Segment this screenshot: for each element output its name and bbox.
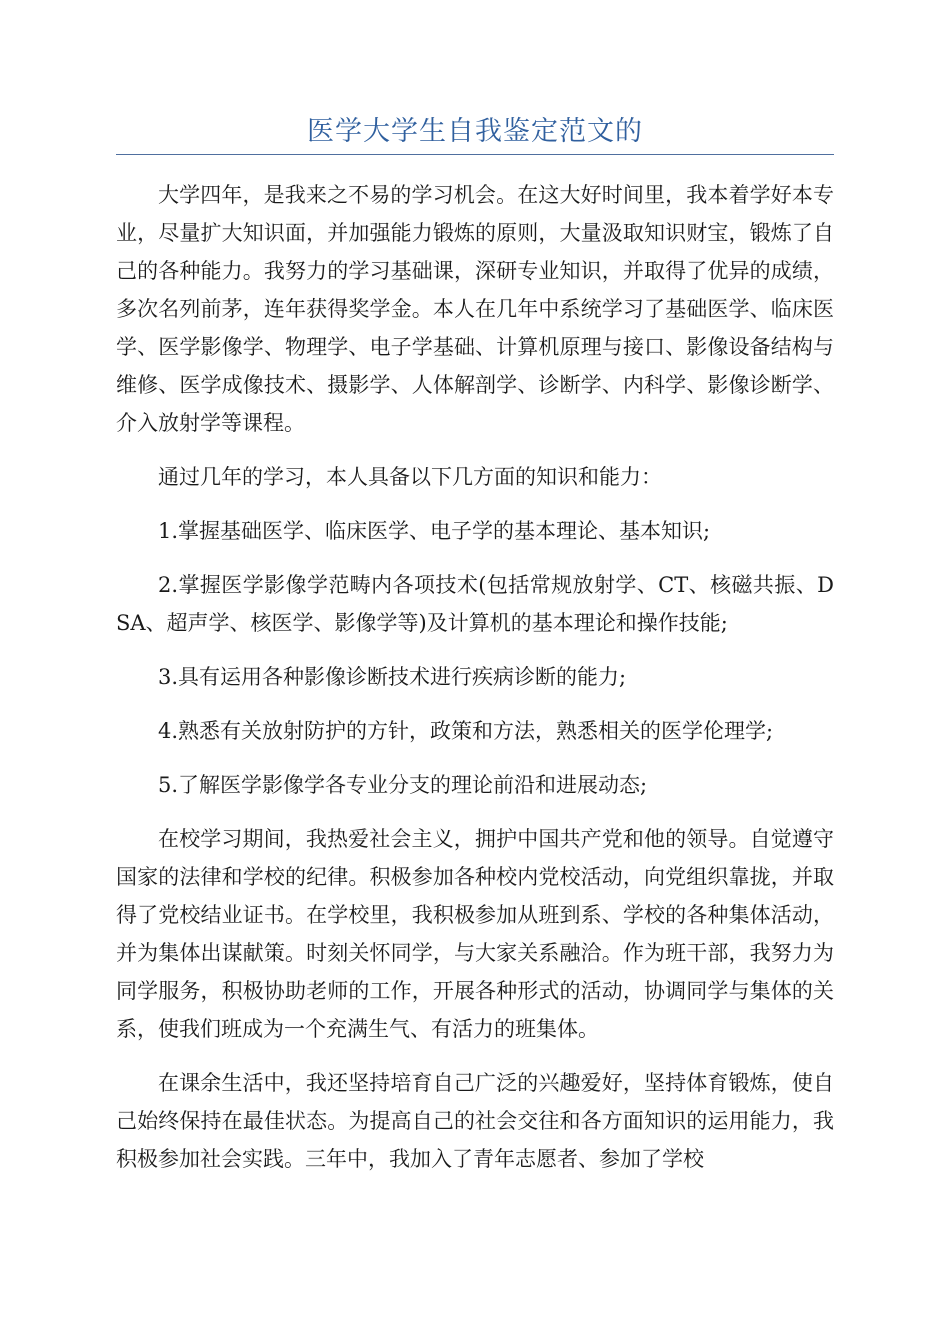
document-title: 医学大学生自我鉴定范文的 — [307, 116, 643, 147]
document-body — [116, 176, 834, 1178]
list-item: 5.了解医学影像学各专业分支的理论前沿和进展动态; — [158, 773, 648, 797]
list-item: 3.具有运用各种影像诊断技术进行疾病诊断的能力; — [158, 665, 627, 689]
paragraph-intro: 大学四年，是我来之不易的学习机会。在这大好时间里，我本着学好本专业，尽量扩大知识面，并加强能力锻炼的原则，大量汲取知识财宝，锻炼了自己的各种能力。我努力的学习基础课，深研专业知识，并取得了优异的成绩，多次名列前茅，连年获得奖学金。本人在几年中系统学习了基础医学、临床医学、医学影像学、物理学、电子学基础、计算机原理与接口、影像设备结构与维修、医学成像技术、摄影学、人体解剖学、诊断学、内科学、影像诊断学、介入放射学等课程。 — [116, 183, 834, 435]
list-item: 2.掌握医学影像学范畴内各项技术(包括常规放射学、CT、核磁共振、DSA、超声学、核医学、影像学等)及计算机的基本理论和操作技能; — [116, 573, 834, 635]
list-item: 1.掌握基础医学、临床医学、电子学的基本理论、基本知识; — [158, 519, 711, 543]
paragraph-abilities-lead: 通过几年的学习，本人具备以下几方面的知识和能力： — [158, 465, 662, 489]
paragraph-campus-life: 在校学习期间，我热爱社会主义，拥护中国共产党和他的领导。自觉遵守国家的法律和学校的纪律。积极参加各种校内党校活动，向党组织靠拢，并取得了党校结业证书。在学校里，我积极参加从班到系、学校的各种集体活动，并为集体出谋献策。时刻关怀同学，与大家关系融洽。作为班干部，我努力为同学服务，积极协助老师的工作，开展各种形式的活动，协调同学与集体的关系，使我们班成为一个充满生气、有活力的班集体。 — [116, 827, 834, 1041]
title-underline — [116, 154, 834, 155]
paragraph-extracurricular: 在课余生活中，我还坚持培育自己广泛的兴趣爱好，坚持体育锻炼，使自己始终保持在最佳状态。为提高自己的社会交往和各方面知识的运用能力，我积极参加社会实践。三年中，我加入了青年志愿者、参加了学校 — [116, 1071, 834, 1171]
list-item: 4.熟悉有关放射防护的方针，政策和方法，熟悉相关的医学伦理学; — [158, 719, 774, 743]
